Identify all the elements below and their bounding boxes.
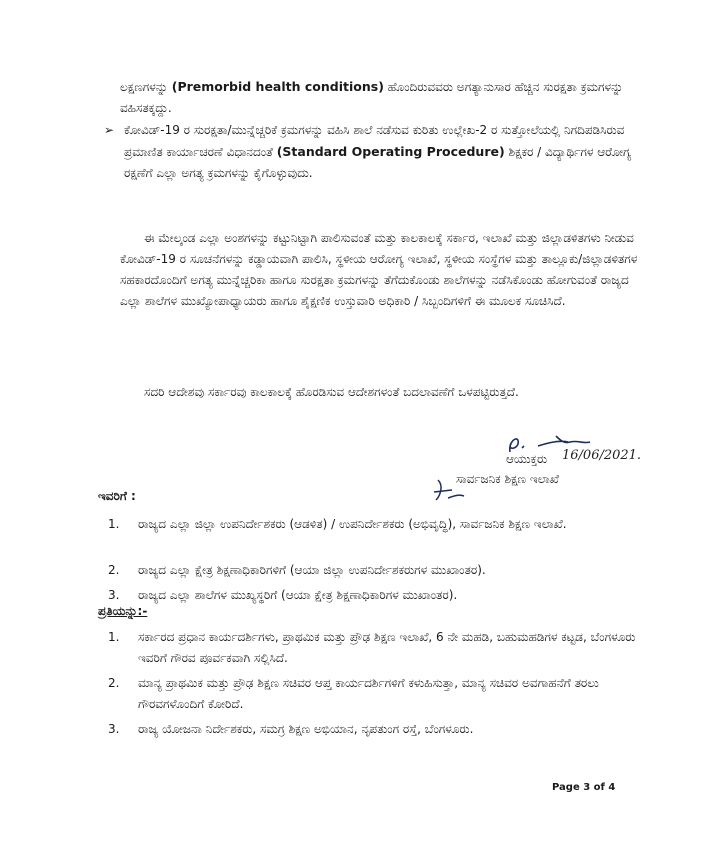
- to-list-item: [108, 514, 648, 535]
- bullet-term: (Standard Operating Procedure): [276, 144, 505, 159]
- to-list-item: [108, 560, 648, 581]
- paragraph1-pre: ಲಕ್ಷಣಗಳನ್ನು: [120, 80, 172, 94]
- to-heading: ಇವರಿಗೆ :: [98, 489, 136, 503]
- list-number: 3.: [108, 722, 120, 736]
- to-list-item: [108, 585, 648, 606]
- paragraph-order-note: ಸದರಿ ಆದೇಶವು ಸರ್ಕಾರವು ಕಾಲಕಾಲಕ್ಕೆ ಹೊರಡಿಸುವ ಆದೇಶಗಳಂತೆ ಬದಲಾವಣೆಗೆ ಒಳಪಟ್ಟಿರುತ್ತದೆ.: [144, 385, 519, 399]
- list-number: 2.: [108, 676, 120, 690]
- paragraph1-term: (Premorbid health conditions): [171, 79, 384, 94]
- signature-department: ಸಾರ್ವಜನಿಕ ಶಿಕ್ಷಣ ಇಲಾಖೆ: [456, 472, 559, 486]
- cc-heading: ಪ್ರತಿಯನ್ನು:-: [98, 604, 148, 618]
- bullet-sop: [104, 120, 644, 184]
- list-text: ರಾಜ್ಯದ ಎಲ್ಲಾ ಕ್ಷೇತ್ರ ಶಿಕ್ಷಣಾಧಿಕಾರಿಗಳಿಗೆ (ಆಯಾ ಜಿಲ್ಲಾ ಉಪನಿರ್ದೇಶಕರುಗಳ ಮುಖಾಂತರ).: [138, 563, 486, 577]
- signature-title: ಆಯುಕ್ತರು: [506, 452, 548, 466]
- list-text: ರಾಜ್ಯದ ಎಲ್ಲಾ ಶಾಲೆಗಳ ಮುಖ್ಯಸ್ಥರಿಗೆ (ಆಯಾ ಕ್ಷೇತ್ರ ಶಿಕ್ಷಣಾಧಿಕಾರಿಗಳ ಮುಖಾಂತರ).: [138, 588, 458, 602]
- cc-list-item: [108, 627, 648, 669]
- list-number: 2.: [108, 563, 120, 577]
- paragraph-premorbid: [120, 76, 640, 119]
- cc-list-item: [108, 673, 648, 715]
- list-number: 1.: [108, 630, 120, 644]
- list-text: ರಾಜ್ಯ ಯೋಜನಾ ನಿರ್ದೇಶಕರು, ಸಮಗ್ರ ಶಿಕ್ಷಣ ಅಭಿಯಾನ, ನೃಪತುಂಗ ರಸ್ತೆ, ಬೆಂಗಳೂರು.: [138, 722, 474, 736]
- list-text: ಸರ್ಕಾರದ ಪ್ರಧಾನ ಕಾರ್ಯದರ್ಶಿಗಳು, ಪ್ರಾಥಮಿಕ ಮತ್ತು ಪ್ರೌಢ ಶಿಕ್ಷಣ ಇಲಾಖೆ, 6 ನೇ ಮಹಡಿ, ಬಹುಮಹಡಿಗಳ ಕಟ್ಟಡ, ಬೆಂಗಳೂರು ಇವರಿಗೆ ಗೌರವ ಪೂರ್ವಕವಾಗಿ ಸಲ್ಲಿಸಿದೆ.: [138, 630, 636, 665]
- list-number: 3.: [108, 588, 120, 602]
- arrow-bullet-icon: ➢: [104, 123, 115, 137]
- paragraph-instructions: ಈ ಮೇಲ್ಕಂಡ ಎಲ್ಲಾ ಅಂಶಗಳನ್ನು ಕಟ್ಟುನಿಟ್ಟಾಗಿ ಪಾಲಿಸುವಂತೆ ಮತ್ತು ಕಾಲಕಾಲಕ್ಕೆ ಸರ್ಕಾರ, ಇಲಾಖೆ ಮತ್ತು ಜಿಲ್ಲಾಡಳಿತಗಳು ನೀಡುವ ಕೋವಿಡ್-19 ರ ಸೂಚನೆಗಳನ್ನು ಕಡ್ಡಾಯವಾಗಿ ಪಾಲಿಸಿ, ಸ್ಥಳೀಯ ಆರೋಗ್ಯ ಇಲಾಖೆ, ಸ್ಥಳೀಯ ಸಂಸ್ಥೆಗಳ ಮತ್ತು ತಾಲ್ಲೂಕು/ಜಿಲ್ಲಾಡಳಿತಗಳ ಸಹಕಾರದೊಂದಿಗೆ ಅಗತ್ಯ ಮುನ್ನೆಚ್ಚರಿಕಾ ಹಾಗೂ ಸುರಕ್ಷತಾ ಕ್ರಮಗಳನ್ನು ತೆಗೆದುಕೊಂಡು ಶಾಲೆಗಳನ್ನು ನಡೆಸಿಕೊಂಡು ಹೋಗುವಂತೆ ರಾಜ್ಯದ ಎಲ್ಲಾ ಶಾಲೆಗಳ ಮುಖ್ಯೋಪಾಧ್ಯಾಯರು ಹಾಗೂ ಶೈಕ್ಷಣಿಕ ಉಸ್ತುವಾರಿ ಅಧಿಕಾರಿ / ಸಿಬ್ಬಂದಿಗಳಿಗೆ ಈ ಮೂಲಕ ಸೂಚಿಸಿದೆ.: [120, 231, 638, 308]
- bullet-pre: ಕೋವಿಡ್-19 ರ ಸುರಕ್ಷತಾ/ಮುನ್ನೆಚ್ಚರಿಕೆ ಕ್ರಮಗಳನ್ನು ವಹಿಸಿ ಶಾಲೆ ನಡೆಸುವ ಕುರಿತು ಉಲ್ಲೇಖ-2 ರ ಸುತ್ತೋಲೆಯಲ್ಲಿ ನಿಗದಿಪಡಿಸಿರುವ ಪ್ರಮಾಣಿತ ಕಾರ್ಯಾಚರಣೆ ವಿಧಾನದಂತೆ: [124, 123, 625, 159]
- page-number: Page 3 of 4: [552, 782, 616, 793]
- list-text: ಮಾನ್ಯ ಪ್ರಾಥಮಿಕ ಮತ್ತು ಪ್ರೌಢ ಶಿಕ್ಷಣ ಸಚಿವರ ಆಪ್ತ ಕಾರ್ಯದರ್ಶಿಗಳಿಗೆ ಕಳುಹಿಸುತ್ತಾ, ಮಾನ್ಯ ಸಚಿವರ ಅವಗಾಹನೆಗೆ ತರಲು ಗೌರವಗಳೊಂದಿಗೆ ಕೋರಿದೆ.: [138, 676, 599, 711]
- signature-date: 16/06/2021.: [562, 448, 642, 463]
- paragraph1-post: ಹೊಂದಿರುವವರು ಅಗತ್ಯಾನುಸಾರ ಹೆಚ್ಚಿನ ಸುರಕ್ಷತಾ ಕ್ರಮಗಳನ್ನು ವಹಿಸತಕ್ಕದ್ದು.: [120, 80, 624, 115]
- bullet-post: ಶಿಕ್ಷಕರ / ವಿದ್ಯಾರ್ಥಿಗಳ ಆರೋಗ್ಯ ರಕ್ಷಣೆಗೆ ಎಲ್ಲಾ ಅಗತ್ಯ ಕ್ರಮಗಳನ್ನು ಕೈಗೊಳ್ಳುವುದು.: [124, 145, 632, 180]
- list-text: ರಾಜ್ಯದ ಎಲ್ಲಾ ಜಿಲ್ಲಾ ಉಪನಿರ್ದೇಶಕರು (ಆಡಳಿತ) / ಉಪನಿರ್ದೇಶಕರು (ಅಭಿವೃದ್ಧಿ), ಸಾರ್ವಜನಿಕ ಶಿಕ್ಷಣ ಇಲಾಖೆ.: [138, 517, 567, 531]
- cc-list-item: [108, 719, 648, 740]
- list-number: 1.: [108, 517, 120, 531]
